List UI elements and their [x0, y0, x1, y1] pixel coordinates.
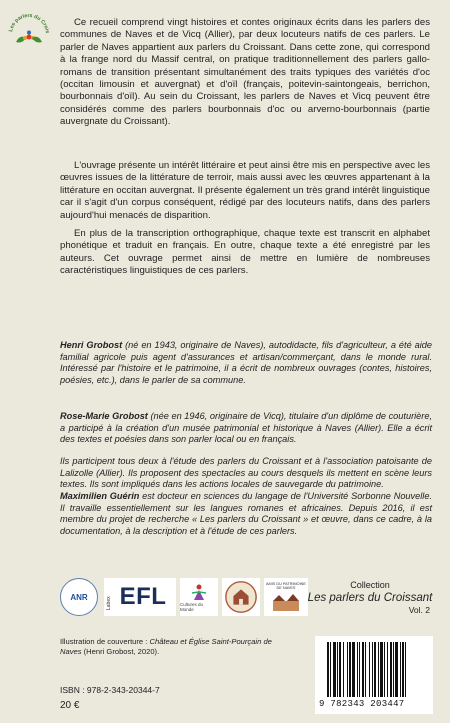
collection-volume: Vol. 2	[408, 605, 430, 615]
credits-prefix: Illustration de couverture :	[60, 637, 150, 646]
barcode-bar	[378, 642, 379, 697]
bio-rose-marie-grobost	[60, 411, 432, 446]
barcode-bar	[347, 642, 348, 697]
heritage-logo	[222, 578, 260, 616]
barcode-bar	[402, 642, 404, 697]
barcode-bars	[325, 642, 423, 697]
village-icon	[271, 591, 301, 613]
barcode-bar	[349, 642, 351, 697]
barcode-bar	[393, 642, 394, 697]
author-name: Maximilien Guérin	[60, 491, 140, 501]
barcode-bar	[380, 642, 383, 697]
collection-info	[300, 580, 440, 615]
efl-text: EFL	[119, 583, 167, 610]
barcode-bar	[330, 642, 331, 697]
author-name: Henri Grobost	[60, 340, 123, 350]
barcode-bar	[372, 642, 373, 697]
barcode-bar	[387, 642, 388, 697]
barcode-bar	[352, 642, 355, 697]
barcode-bar	[343, 642, 344, 697]
group-logo-text: AMIS DU PATRIMOINE DE NAVES	[266, 581, 306, 590]
author-name: Rose-Marie Grobost	[60, 411, 148, 421]
bio-text: est docteur en sciences du langage de l'Université Sorbonne Nouvelle. Il travaille essentiellement sur les langues romanes et africaines. Depuis 2016, il est membre du projet de recherche « Les parlers du Croissant » et œuvre, dans ce cadre, à la documentation, à la description et à l'étude de ces parlers.	[60, 491, 432, 536]
barcode-bar	[327, 642, 329, 697]
credits-suffix: (Henri Grobost, 2020).	[81, 647, 160, 656]
price: 20 €	[60, 700, 80, 711]
anr-logo-text: ANR	[70, 592, 88, 602]
summary-paragraph-1: Ce recueil comprend vingt histoires et contes originaux écrits dans les parlers des communes de Naves et de Vicq (Allier), par deux locuteurs natifs de ces parlers. Le parler de Naves appartient aux parlers du Croissant. Dans cette zone, qui correspond à la frange nord du Massif central, on pratique traditionnellement des parlers gallo-romans de transition présentant simultanément des traits typiques des variétés d'oc (occitan limousin et auvergnat) et d'oïl (français, poitevin-saintongeais, berrichon, bourbonnais d'oïl). Au sein du Croissant, les parlers de Naves et Vicq peuvent être considérés comme des parlers bourbonnais d'oc ou arverno-bourbonnais (partie auvergnate du Croissant).	[60, 17, 430, 128]
collection-logo-icon	[4, 4, 54, 54]
svg-text:Les parlers du Croissant	[4, 4, 50, 34]
leaf-icon	[32, 37, 42, 43]
logo-text: Les parlers du Crois	[8, 12, 51, 34]
barcode-bar	[333, 642, 336, 697]
collection-name: Les parlers du Croissant	[307, 592, 433, 604]
barcode-bar	[390, 642, 392, 697]
barcode	[315, 636, 433, 714]
barcode-bar	[365, 642, 366, 697]
barcode-bar	[400, 642, 401, 697]
anr-logo	[60, 578, 98, 616]
labex-text: Labex	[106, 596, 112, 610]
barcode-bar	[369, 642, 370, 697]
collection-label: Collection	[350, 580, 390, 590]
barcode-digits: 9 782343 203447	[319, 699, 405, 709]
barcode-bar	[339, 642, 341, 697]
barcode-bar	[384, 642, 385, 697]
summary-paragraph-3: En plus de la transcription orthographique, chaque texte est transcrit en alphabet phonétique et traduit en français. En outre, chaque texte a été enregistré par les auteurs. Cet ouvrage permet ainsi de mettre en lumière de nombreuses caractéristiques linguistiques de ces parlers.	[60, 228, 430, 277]
bio-henri-grobost	[60, 340, 432, 386]
cultures-text: Cultures du Monde	[180, 601, 204, 612]
bio-shared: Ils participent tous deux à l'étude des parlers du Croissant et à l'association patoisante de Lalizolle (Allier). Ils proposent des spectacles au cours desquels ils mettent en scène leurs textes. Ils sont impliqués dans les actions locales de sauvegarde du patrimoine.	[60, 456, 432, 490]
bio-text: (née en 1946, originaire de Vicq), titulaire d'un diplôme de couturière, a participé à la création d'un musée patrimonial et historique à Naves (Allier). Elle a écrit des textes et poésies dans son parler local ou en français.	[60, 411, 432, 445]
barcode-bar	[337, 642, 338, 697]
summary-paragraph-2: L'ouvrage présente un intérêt littéraire et peut ainsi être mis en perspective avec les œuvres issues de la littérature de terroir, mais aussi avec les œuvres appartenant à la littérature en occitan auvergnat. Il présente également un très grand intérêt linguistique car il s'agit d'un corpus conséquent, rédigé par des locuteurs natifs, dans des parlers aujourd'hui menacés de disparition.	[60, 160, 430, 221]
building-icon	[223, 579, 259, 615]
person-icon	[190, 583, 208, 601]
bio-text: (né en 1943, originaire de Naves), autodidacte, fils d'agriculteur, a été aide familial agricole puis agent d'assurances et artisan/commerçant, dans le monde rural. Intéressé par l'histoire et le patrimoine, il a écrit de nombreux ouvrages (contes, histoires, poésies, etc.), dans le parler de sa commune.	[60, 340, 432, 385]
partner-logos	[60, 578, 310, 618]
cultures-du-monde-logo	[180, 578, 218, 616]
barcode-bar	[362, 642, 364, 697]
barcode-bar	[359, 642, 360, 697]
collection-logo	[4, 4, 54, 54]
barcode-bar	[357, 642, 358, 697]
barcode-bar	[374, 642, 376, 697]
barcode-bar	[395, 642, 398, 697]
cover-credits	[60, 637, 290, 657]
barcode-bar	[405, 642, 406, 697]
isbn: ISBN : 978-2-343-20344-7	[60, 685, 160, 695]
credits-title: Château et Église Saint-Pourçain de Naves	[60, 637, 272, 656]
bio-maximilien-guerin	[60, 491, 432, 537]
labex-efl-logo	[104, 578, 176, 616]
